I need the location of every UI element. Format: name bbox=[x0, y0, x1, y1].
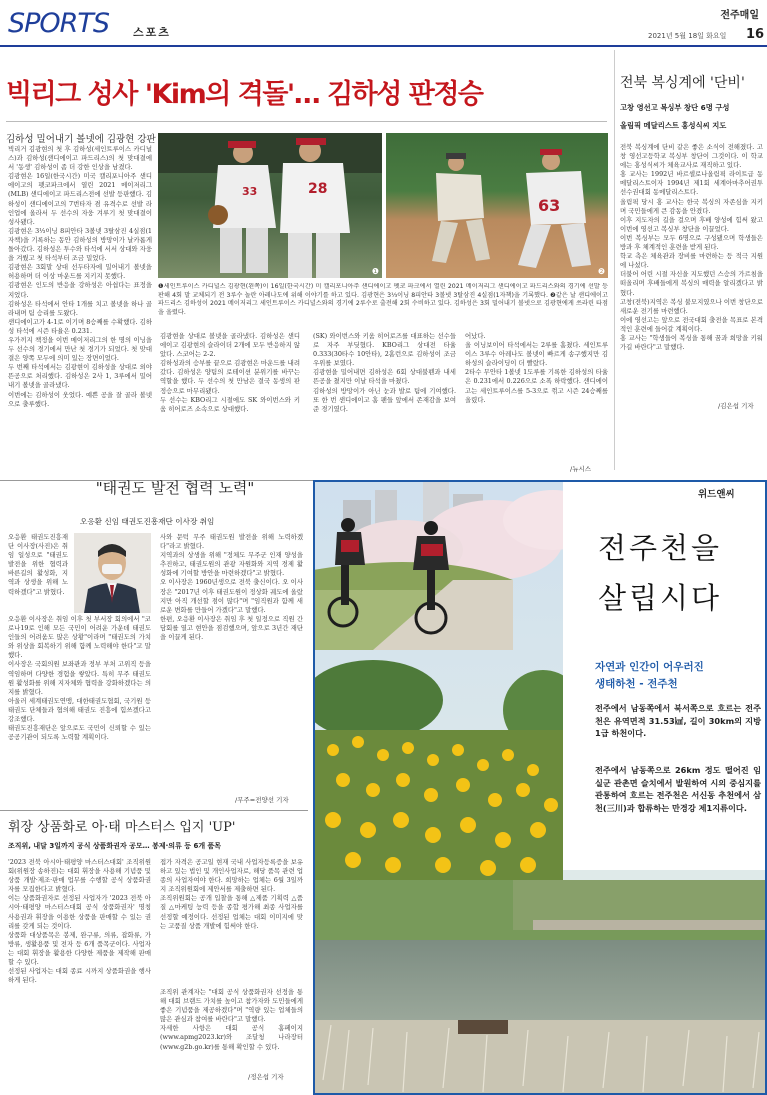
bottom-column-1: '2023 전북 아시아·태평양 마스터스대회' 조직위원회(위원장 송하진)는 대회 휘장을 사용해 기념품 및 상품 개발·제조·판매 업무를 수행할 공식 상품화권자를 모집한다고 밝혔다. 이는 상품화권자로 선정된 사업자가 '2023 전북 아시아·태평양 마스터스대회 공식 상품화권자' 명칭 사용권과 휘장을 이용한 상품을 판매할 수 있는 권리를 갖게 되는 것이다. 상품화 대상품목은 봉제, 완구류, 의류, 잡화류, 가방류, 생활용품 및 전자 등 6개 품목군이다. 사업자는 대회 휘장을 활용한 다양한 제품을 제작해 판매할 수 있다. 선정된 사업자는 대회 종료 시까지 상품화권을 행사하게 된다. bbox=[8, 858, 151, 985]
lead-column-4: (SK) 와이번스와 키움 히어로즈를 대표하는 선수들로 자주 부딪혔다. KBO리그 상대전 타율 0.333(30타수 10안타), 2홈런으로 김하성이 조금 우위를 보였다. 김광현을 밀어내면 김하성은 6회 상대불펜과 내세 뜬공을 쳤지만 이날 타석을 마쳤다. 김하성의 방망이가 아닌 눈과 발로 팀에 기여했다. 또 한 번 샌디에이고 홈 팬들 앞에서 존재감을 보여준 경기였다. bbox=[313, 332, 456, 413]
mid-headline: "태권도 발전 협력 노력" bbox=[95, 479, 255, 497]
right-body: 전북 복싱계에 단비 같은 좋은 소식이 전해졌다. 고창 영선고등학교 복싱부 창단이 그것이다. 이 학교에는 홍성식씨가 체육교사로 재직하고 있다. 홍 교사는 1992년 바르셀로나올림픽 라이트급 동메달리스트이자 1994년 제1회 세계아마추어권투선수권대회 동메달리스트다. 올림픽 당시 홍 교사는 한국 복싱의 자존심을 지키며 국민들에게 큰 감동을 안겼다. 이후 지도자의 길을 걸으며 후배 양성에 힘써 왔고 이번에 영선고 복싱부 창단을 이끌었다. 이번 복싱부는 모두 6명으로 구성됐으며 학생들은 방과 후 체계적인 훈련을 받게 된다. 학교 측은 체육관과 장비를 마련하는 등 적극 지원에 나섰다. 더불어 어린 시절 자신을 지도했던 스승의 가르침을 떠올리며 후배들에게 복싱의 매력을 알리겠다고 밝혔다. 고창(전북)지역은 복싱 불모지였으나 이번 창단으로 새로운 전기를 마련했다. 이에 영선고는 앞으로 전국대회 출전을 목표로 본격적인 훈련에 들어갈 계획이다. 홍 교사는 "학생들이 복싱을 통해 꿈과 희망을 키워 가길 바란다"고 말했다. bbox=[620, 143, 763, 352]
mid-column-1: 오응환 이사장은 취임 이후 첫 부서장 회의에서 "코로나19로 인해 모든 국민이 어려운 가운데 태권도인들의 어려움도 많은 상황"이라며 "태권도의 가치와 위상을 회복하기 위해 함께 노력해야 한다"고 말했다. 이사장은 국회의원 보좌관과 정부 부처 고위직 등을 역임하며 다양한 경험을 쌓았다. 특히 무주 태권도원 활성화를 위해 지자체와 협력을 강화하겠다는 의지를 밝혔다. 아울러 세계태권도연맹, 대한태권도협회, 국기원 등 태권도 단체들과 협의해 태권도 진흥에 힘쓰겠다고 강조했다. 태권도진흥재단은 앞으로도 국민이 신뢰할 수 있는 공공기관이 되도록 노력할 계획이다. bbox=[8, 615, 151, 742]
mid-column-2: 사와 문턱 무주 태권도원 발전을 위해 노력하겠다"라고 밝혔다. 지역과의 상생을 위해 "정체도 무주군 인재 양성을 추진하고, 태권도원의 관광 자원화와 지역 경제 활성화에 기여할 방안을 마련하겠다"고 밝혔다. 오 이사장은 1960년생으로 전북 출신이다. 오 이사장은 "2017년 이후 태권도원이 정상화 궤도에 올랐지만 아직 개선할 점이 많다"며 "임직원과 함께 새로운 변화를 만들어 가겠다"고 말했다. 한편, 오응환 이사장은 취임 후 첫 일정으로 직원 간담회를 열고 현안을 점검했으며, 앞으로 3년간 재단을 이끌게 된다. bbox=[160, 533, 303, 642]
lead-deck: 김하성 밀어내기 볼넷에 김광현 강판 bbox=[6, 134, 156, 145]
lead-column-1: 빅리거 김광현의 첫 후 김하성(세인트루이스 카디널스)과 김하성(샌디에이고 파드리스)의 첫 맞대결에서 '동생' 김하성이 좀 더 강한 인상을 남겼다. 김광현은 16일(한국시간) 미국 캘리포니아주 샌디에이고의 펫코파크에서 열린 2021 메이저리그(MLB) 샌디에이고 파드리스전에 선발 등판했다. 김하성이 샌디에이고의 7번타자 겸 유격수로 선발 라인업에 올라서 두 선수의 자웅 겨루기 첫 맞대결이 성사됐다. 김광현은 3⅓이닝 8피안타 3볼넷 3탈삼진 4실점(1자책)을 기록하는 동안 김하성의 방망이가 날카롭게 돌아갔다. 김하성은 투수와 타석에 서서 상대와 자웅을 겨뤘고 첫 타석부터 조금 밀었다. 김광현은 3회말 상대 선두타자에 밀어내기 볼넷을 허용하며 더 이상 마운드를 지키지 못했다. 김광현은 인도의 반응을 강하성은 아쉽다는 표정을 지었다. 김하성은 타석에서 안타 1개를 치고 볼넷을 하나 골라내며 팀 승리를 도왔다. 샌디에이고가 4-1로 이기며 8승째를 수확했다. 김하성 타석에 시즌 타율은 0.231. 우가끼지 책정을 이번 메이저리그의 한 명의 이닝을 두 선수의 경기에서 만난 첫 경기가 되었다. 첫 맞대결은 양쪽 모두에 의미 있는 장면이었다. 두 번째 타석에서는 김광현이 김하성을 상대로 외야 뜬공으로 처리했다. 김하성은 2사 1, 3루에서 밀어내기 볼넷을 골라냈다. 이번에는 김하성이 웃었다. 예쁜 공을 잘 골라 볼넷으로 출루했다. bbox=[8, 145, 152, 408]
ad-company: 위드앤씨 bbox=[698, 489, 735, 500]
right-byline: /김은섭 기자 bbox=[718, 402, 754, 410]
masthead bbox=[0, 0, 767, 46]
mid-column-1-side: 오응환 태권도진흥재단 이사장(사진)은 취임 일성으로 "태권도 발전을 위한 협력과 바른길의 활성화, 지역과 상생을 위해 노력하겠다"고 밝혔다. bbox=[8, 533, 68, 596]
right-headline: 전북 복싱계에 '단비' bbox=[620, 75, 745, 91]
lead-column-2: 샌디에이고가 4-1로 이기며 8승째를 수확했다. 김하성 타석에 시즌 타율은 0.231. 우가끼지 책정을 이번 메이저리그의 한 명의 이닝을 두 선수의 경기에서 만난 첫 경기가 되었다. 첫 맞대결은 양쪽 모두에 의미 있는 장면이었다. 두 번째 타석에서는 김광현이 김하성을 상대로 외야 뜬공으로 처리했다. 김하성은 2사 1, 3루에서 밀어내기 볼넷을 골라냈다. 이번에는 김하성이 웃었다. 예쁜 공을 잘 골라 볼넷으로 출루했다. bbox=[8, 317, 152, 408]
section-title-en: SPORTS bbox=[8, 8, 110, 39]
masthead-rule bbox=[0, 45, 767, 47]
mid-subhead: 오응환 신임 태권도진흥재단 이사장 취임 bbox=[80, 517, 215, 526]
photo-kim-kwanghyun bbox=[158, 133, 382, 278]
bottom-headline: 휘장 상품화로 아·태 마스터스 입지 'UP' bbox=[8, 820, 236, 835]
ad-paragraph-2: 전주에서 남동쪽으로 26km 정도 떨어진 임실군 관촌면 슬치에서 발원하여 시의 중심지를 관통하여 흐르는 전주천은 서신동 추천에서 삼천(三川)과 합류하는 만경강 제1지류이다. bbox=[595, 765, 761, 813]
photo-marker-2: ❷ bbox=[597, 267, 605, 276]
right-subhead-2: 올림픽 메달리스트 홍성식씨 지도 bbox=[620, 121, 727, 130]
page-number: 16 bbox=[746, 27, 765, 42]
ad-tagline-1: 자연과 인간이 어우러진 bbox=[595, 661, 704, 673]
photo-kim-hasung bbox=[386, 133, 608, 278]
section-title-ko: 스포츠 bbox=[133, 26, 171, 39]
bottom-subhead: 조직위, 내달 3일까지 공식 상품화권자 공모… 봉제·의류 등 6개 품목 bbox=[8, 842, 222, 850]
ad-jeonju-stream bbox=[313, 480, 767, 1095]
paper-name: 전주매일 bbox=[720, 10, 759, 21]
bottom-byline: /정은섭 기자 bbox=[248, 1073, 284, 1081]
lead-photo-caption: ❶세인트루이스 카디널스 김광현(왼쪽)이 16일(한국시간) 미 캘리포니아주 샌디에이고 펫코 파크에서 열린 2021 메이저리그 샌디에이고 파드리스와의 경기에 선발 등판해 4회 말 교체되기 전 3루수 놀란 아레나도에 위해 이야기를 하고 있다. 김광현은 3⅓이닝 8피안타 3볼넷 3탈삼진 4실점(1자책)을 기록했다. ❷같은 날 샌디에이고 파드리스 김하성이 2021 메이저리그 세인트루이스 카디널스와의 경기에 2루수로 출전해 2회 수비하고 있다. 김하성은 3회 밀어내기 볼넷으로 김광현에게 쓰라린 타점을 올렸다. bbox=[158, 283, 608, 316]
issue-date: 2021년 5월 18일 화요일 bbox=[648, 32, 727, 40]
lead-column-3: 김광현을 상대로 볼넷을 골라냈다. 김하성은 샌디에이고 김광현의 슬라이더 2개에 모두 반응하지 않았다. 스코어는 2-2. 김하성과의 승부를 끝으로 김광현은 마운드를 내려갔다. 김하성은 양팀의 로테이션 분위기를 바꾸는 역할을 했다. 두 선수의 첫 만남은 결국 동생의 판정승으로 마무리됐다. 두 선수는 KBO리그 시절에도 SK 와이번스와 키움 히어로즈 소속으로 상대했다. bbox=[160, 332, 300, 413]
ad-paragraph-1: 전주에서 남동쪽에서 북서쪽으로 흐르는 전주천은 유역면적 31.53㎢, 길이 30km의 지방 1급 하천이다. bbox=[595, 703, 761, 738]
svg-text:63: 63 bbox=[538, 196, 561, 215]
right-subhead-1: 고창 영선고 복싱부 창단 6명 구성 bbox=[620, 103, 730, 112]
bottom-column-3: 조직위 관계자는 "대회 공식 상품화권자 선정을 통해 대회 브랜드 가치를 높이고 참가자와 도민들에게 좋은 기념품을 제공하겠다"며 "역량 있는 업체들의 많은 관심과 참여를 바란다"고 말했다. 자세한 사항은 대회 공식 홈페이지(www.apmg2023.kr)와 조달청 나라장터(www.g2b.go.kr)를 통해 확인할 수 있다. bbox=[160, 988, 303, 1051]
portrait-oh bbox=[74, 533, 151, 613]
lead-column-5: 어났다. 올 이닝보이어 타석에서는 2루를 훔쳤다. 세인트루이스 3루수 아레나도 볼넷이 빠르게 송구했지만 김하성의 슬라이딩이 더 빨랐다. 2타수 무안타 1볼넷 1도루를 기록한 김하성의 타율은 0.231에서 0.226으로 소폭 하락했다. 샌디에이고는 세인트루이스를 5-3으로 꺾고 시즌 24승째를 올렸다. bbox=[465, 332, 608, 404]
ad-slogan-line-2: 살립시다 bbox=[598, 581, 723, 615]
ad-slogan-line-1: 전주천을 bbox=[598, 531, 723, 565]
lead-headline: 빅리그 성사 'Kim의 격돌'… 김하성 판정승 bbox=[6, 79, 483, 110]
photo-marker-1: ❶ bbox=[371, 267, 379, 276]
svg-text:28: 28 bbox=[308, 181, 328, 197]
bottom-column-2: 접가 자격은 공고일 현재 국내 사업자등록증을 보유하고 있는 법인 및 개인사업자로, 해당 품목 관련 업종의 사업자여야 한다. 희망하는 업체는 6월 3일까지 조직위원회에 제안서를 제출하면 된다. 조직위원회는 공개 입찰을 통해 △제품 기획력 △품질 △마케팅 능력 등을 종합 평가해 최종 사업자를 선정할 예정이다. 선정된 업체는 대회 이미지에 맞는 고품질 상품 개발에 힘써야 한다. bbox=[160, 858, 303, 930]
svg-text:33: 33 bbox=[242, 185, 258, 198]
mid-byline: /무주=전양선 기자 bbox=[235, 796, 289, 804]
lead-byline: /뉴시스 bbox=[570, 465, 592, 473]
ad-tagline-2: 생태하천 - 전주천 bbox=[595, 678, 678, 690]
